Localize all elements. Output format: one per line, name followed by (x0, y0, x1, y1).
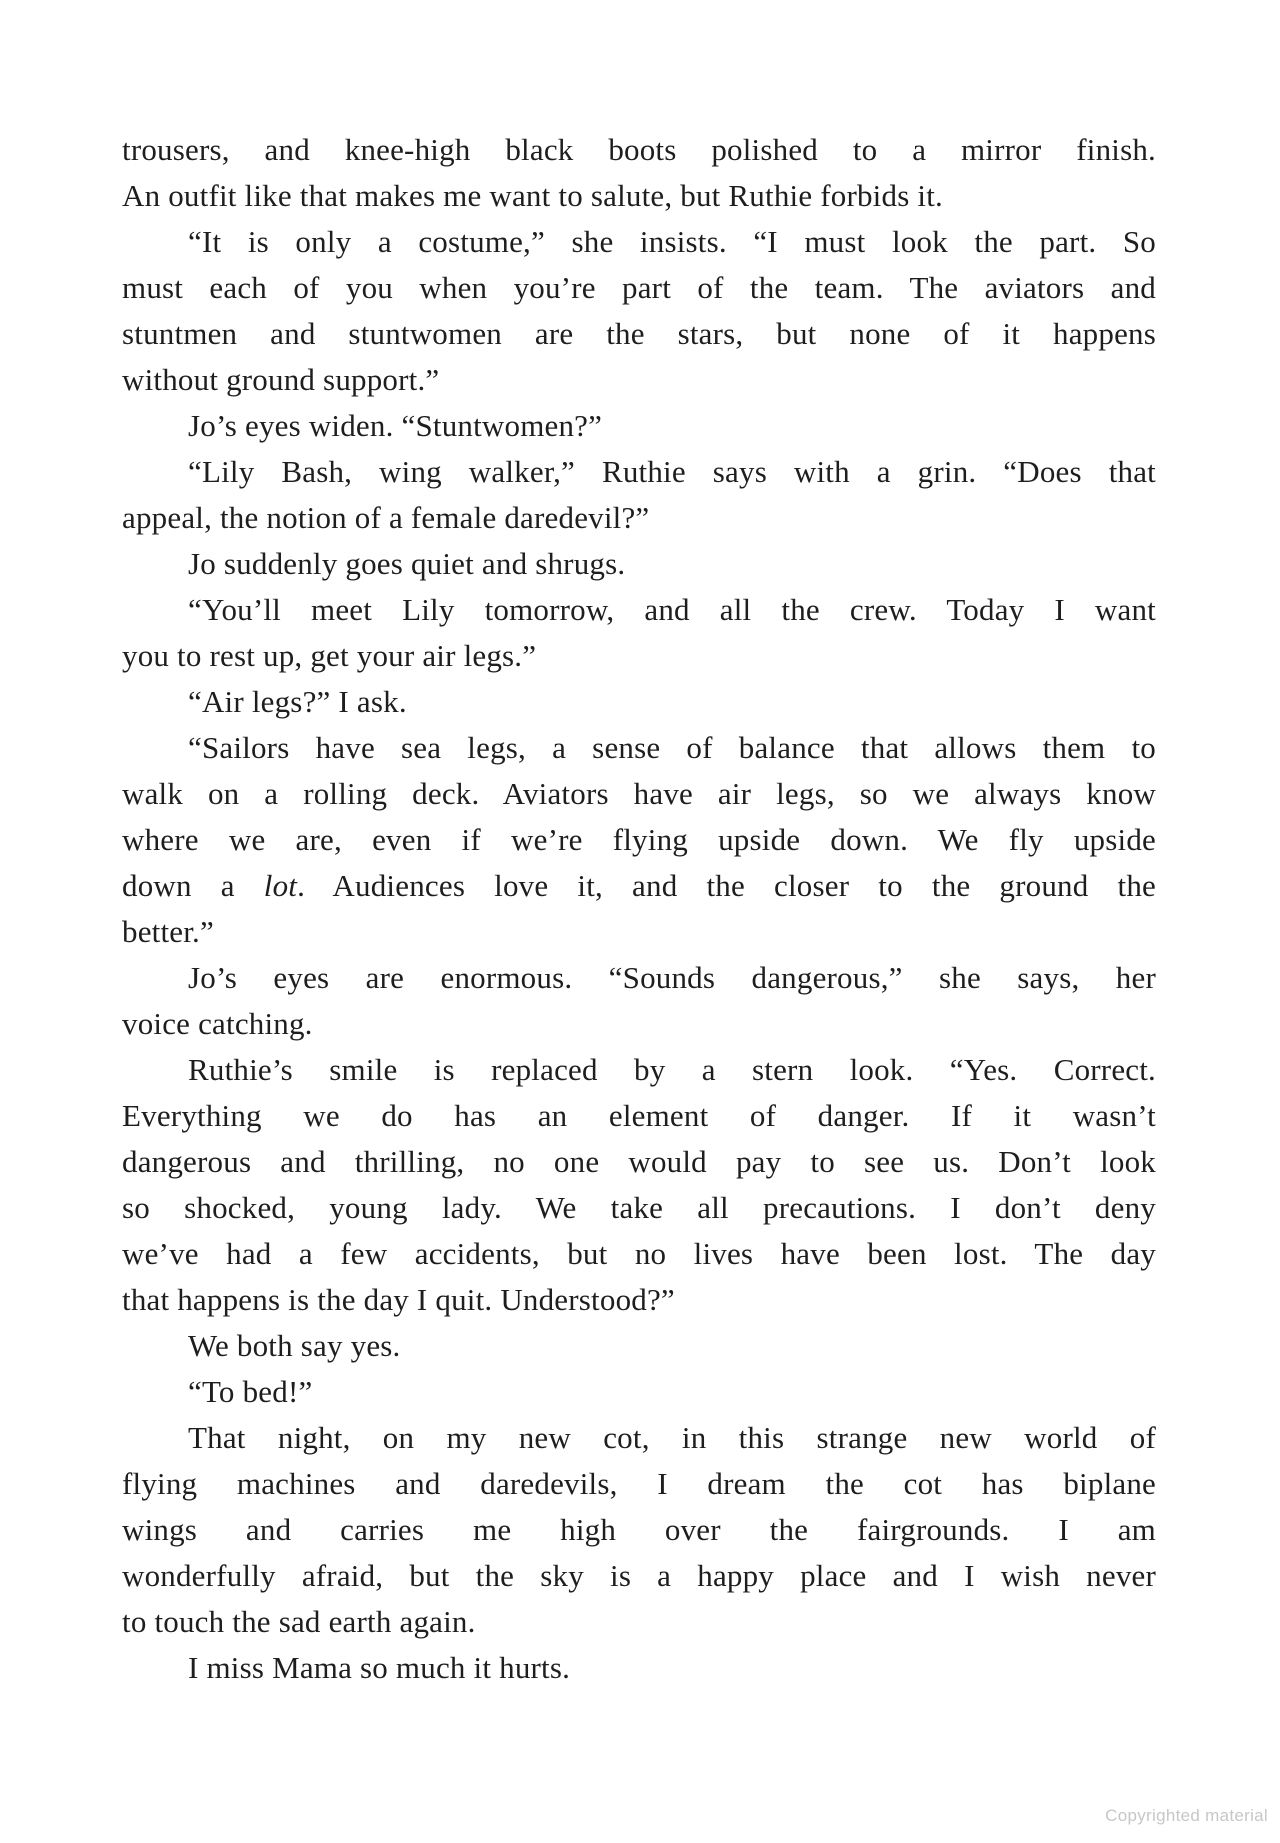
text-line: appeal, the notion of a female daredevil?” (122, 500, 650, 535)
text-line: that happens is the day I quit. Understood?” (122, 1282, 675, 1317)
text-line: voice catching. (122, 1006, 313, 1041)
copyright-watermark: Copyrighted material (1105, 1806, 1268, 1825)
text-line: wings and carries me high over the fairgrounds. I am (122, 1512, 1156, 1547)
text-line: Ruthie’s smile is replaced by a stern look. “Yes. Correct. (188, 1052, 1156, 1087)
text-line: “Air legs?” I ask. (188, 684, 407, 719)
text-line: you to rest up, get your air legs.” (122, 638, 537, 673)
text-line: Jo’s eyes are enormous. “Sounds dangerous,” she says, her (188, 960, 1156, 995)
page-text (122, 127, 1156, 1691)
text-line: trousers, and knee-high black boots polished to a mirror finish. (122, 132, 1156, 167)
text-line: We both say yes. (188, 1328, 401, 1363)
text-line: Jo’s eyes widen. “Stuntwomen?” (188, 408, 603, 443)
text-line: better.” (122, 914, 214, 949)
text-line: An outfit like that makes me want to salute, but Ruthie forbids it. (122, 178, 943, 213)
text-line: walk on a rolling deck. Aviators have air legs, so we always know (122, 776, 1156, 811)
text-line: That night, on my new cot, in this strange new world of (188, 1420, 1156, 1455)
text-line: “It is only a costume,” she insists. “I must look the part. So (188, 224, 1156, 259)
text-line: wonderfully afraid, but the sky is a happy place and I wish never (122, 1558, 1156, 1593)
text-line: “You’ll meet Lily tomorrow, and all the crew. Today I want (188, 592, 1156, 627)
text-line: without ground support.” (122, 362, 440, 397)
text-line: Jo suddenly goes quiet and shrugs. (188, 546, 626, 581)
text-line: Everything we do has an element of danger. If it wasn’t (122, 1098, 1156, 1133)
text-line: where we are, even if we’re flying upside down. We fly upside (122, 822, 1156, 857)
text-line: must each of you when you’re part of the team. The aviators and (122, 270, 1156, 305)
text-line: flying machines and daredevils, I dream the cot has biplane (122, 1466, 1156, 1501)
text-line: to touch the sad earth again. (122, 1604, 476, 1639)
text-line: dangerous and thrilling, no one would pay to see us. Don’t look (122, 1144, 1156, 1179)
text-line: we’ve had a few accidents, but no lives have been lost. The day (122, 1236, 1156, 1271)
text-line: down a lot. Audiences love it, and the closer to the ground the (122, 868, 1156, 903)
text-line: stuntmen and stuntwomen are the stars, but none of it happens (122, 316, 1156, 351)
text-line: “Sailors have sea legs, a sense of balance that allows them to (188, 730, 1156, 765)
text-line: “Lily Bash, wing walker,” Ruthie says with a grin. “Does that (188, 454, 1156, 489)
text-line: “To bed!” (188, 1374, 313, 1409)
text-line: so shocked, young lady. We take all precautions. I don’t deny (122, 1190, 1156, 1225)
text-line: I miss Mama so much it hurts. (188, 1650, 571, 1685)
